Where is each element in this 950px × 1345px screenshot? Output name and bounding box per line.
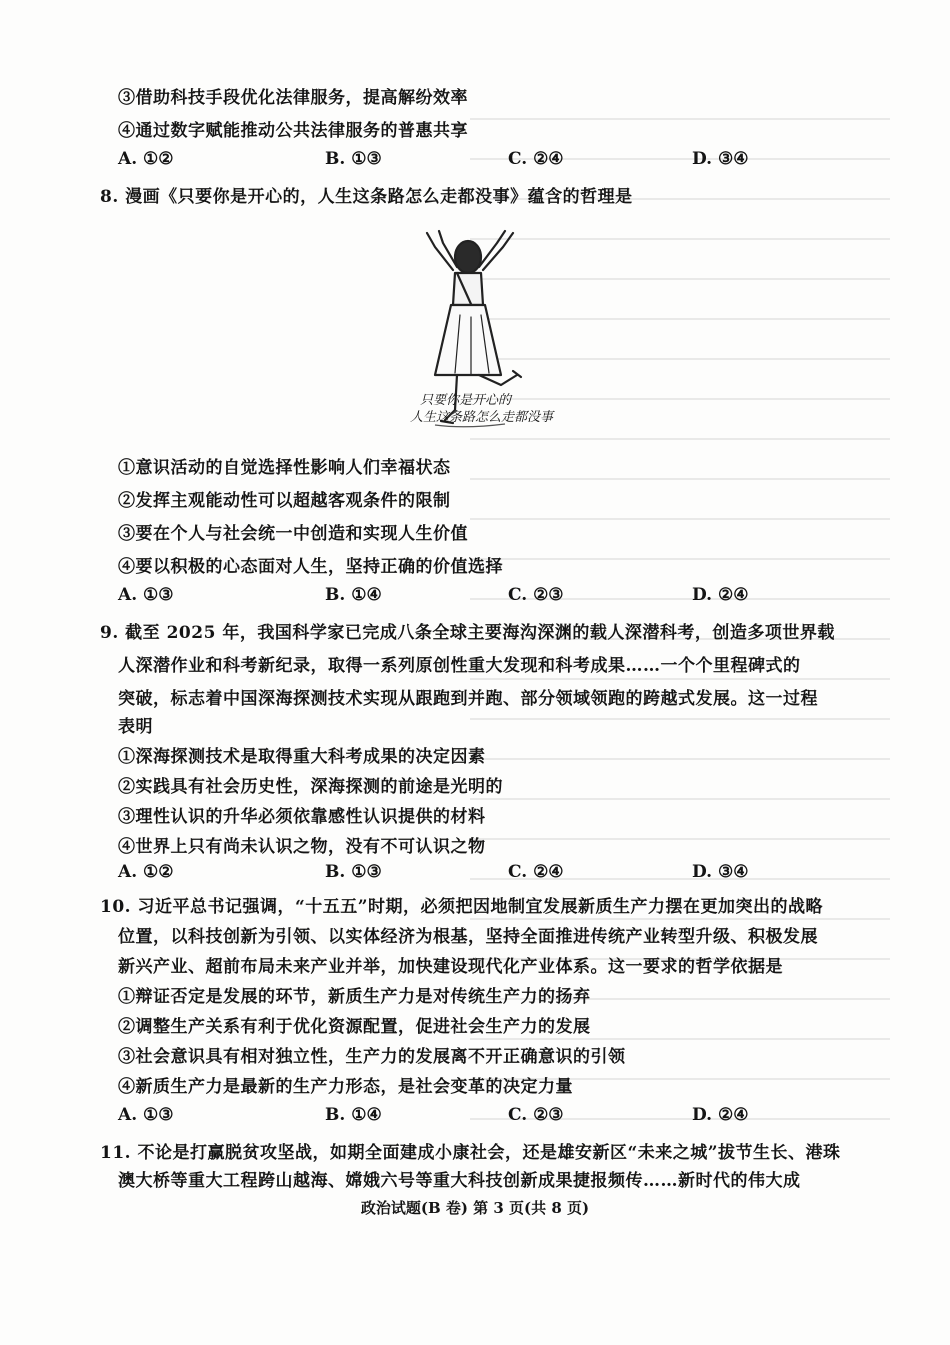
- q8-statement-3: ③要在个人与社会统一中创造和实现人生价值: [118, 524, 468, 544]
- q9-stem-line-3: 突破，标志着中国深海探测技术实现从跟跑到并跑、部分领域领跑的跨越式发展。这一过程: [118, 689, 818, 709]
- q7-option-c[interactable]: C. ②④: [508, 149, 564, 169]
- q10-statement-4: ④新质生产力是最新的生产力形态，是社会变革的决定力量: [118, 1077, 573, 1097]
- q11-stem-line-1: 11. 不论是打赢脱贫攻坚战，如期全面建成小康社会，还是雄安新区“未来之城”拔节生长、港珠: [100, 1143, 841, 1163]
- q8-stem: 8. 漫画《只要你是开心的，人生这条路怎么走都没事》蕴含的哲理是: [100, 187, 633, 207]
- q9-stem-line-4: 表明: [118, 717, 153, 737]
- q10-statement-3: ③社会意识具有相对独立性，生产力的发展离不开正确意识的引领: [118, 1047, 626, 1067]
- q8-statement-2: ②发挥主观能动性可以超越客观条件的限制: [118, 491, 451, 511]
- q9-option-c[interactable]: C. ②④: [508, 862, 564, 882]
- comic-caption: [410, 392, 553, 426]
- q10-stem-line-2: 位置，以科技创新为引领、以实体经济为根基，坚持全面推进传统产业转型升级、积极发展: [118, 927, 818, 947]
- q9-stem-line-2: 人深潜作业和科考新纪录，取得一系列原创性重大发现和科考成果……一个个里程碑式的: [118, 656, 801, 676]
- q7-statement-3: ③借助科技手段优化法律服务，提高解纷效率: [118, 88, 468, 108]
- q9-option-b[interactable]: B. ①③: [325, 862, 382, 882]
- q9-statement-3: ③理性认识的升华必须依靠感性认识提供的材料: [118, 807, 486, 827]
- q8-option-d[interactable]: D. ②④: [692, 585, 749, 605]
- q8-option-c[interactable]: C. ②③: [508, 585, 564, 605]
- q9-option-a[interactable]: A. ①②: [118, 862, 174, 882]
- q8-statement-1: ①意识活动的自觉选择性影响人们幸福状态: [118, 458, 451, 478]
- q10-statement-1: ①辩证否定是发展的环节，新质生产力是对传统生产力的扬弃: [118, 987, 591, 1007]
- comic-caption-line-2: 人生这条路怎么走都没事: [410, 410, 554, 425]
- q8-statement-4: ④要以积极的心态面对人生，坚持正确的价值选择: [118, 557, 503, 577]
- q10-stem-line-3: 新兴产业、超前布局未来产业并举，加快建设现代化产业体系。这一要求的哲学依据是: [118, 957, 783, 977]
- q10-statement-2: ②调整生产关系有利于优化资源配置，促进社会生产力的发展: [118, 1017, 591, 1037]
- q7-option-a[interactable]: A. ①②: [118, 149, 174, 169]
- q8-option-b[interactable]: B. ①④: [325, 585, 382, 605]
- q10-stem-line-1: 10. 习近平总书记强调，“十五五”时期，必须把因地制宜发展新质生产力摆在更加突出的战略: [100, 897, 824, 917]
- q10-option-b[interactable]: B. ①④: [325, 1105, 382, 1125]
- q8-option-a[interactable]: A. ①③: [118, 585, 174, 605]
- page-footer: 政治试题(B 卷) 第 3 页(共 8 页): [360, 1199, 590, 1217]
- q7-option-d[interactable]: D. ③④: [692, 149, 749, 169]
- q10-option-d[interactable]: D. ②④: [692, 1105, 749, 1125]
- comic-caption-line-1: 只要你是开心的: [420, 393, 512, 408]
- q10-option-c[interactable]: C. ②③: [508, 1105, 564, 1125]
- q11-stem-line-2: 澳大桥等重大工程跨山越海、嫦娥六号等重大科技创新成果捷报频传……新时代的伟大成: [118, 1171, 801, 1191]
- q9-option-d[interactable]: D. ③④: [692, 862, 749, 882]
- q9-statement-4: ④世界上只有尚未认识之物，没有不可认识之物: [118, 837, 486, 857]
- q9-statement-1: ①深海探测技术是取得重大科考成果的决定因素: [118, 747, 486, 767]
- q7-statement-4: ④通过数字赋能推动公共法律服务的普惠共享: [118, 121, 468, 141]
- q7-option-b[interactable]: B. ①③: [325, 149, 382, 169]
- q10-option-a[interactable]: A. ①③: [118, 1105, 174, 1125]
- q9-statement-2: ②实践具有社会历史性，深海探测的前途是光明的: [118, 777, 503, 797]
- q9-stem-line-1: 9. 截至 2025 年，我国科学家已完成八条全球主要海沟深渊的载人深潜科考，创造多项世界载: [100, 623, 835, 643]
